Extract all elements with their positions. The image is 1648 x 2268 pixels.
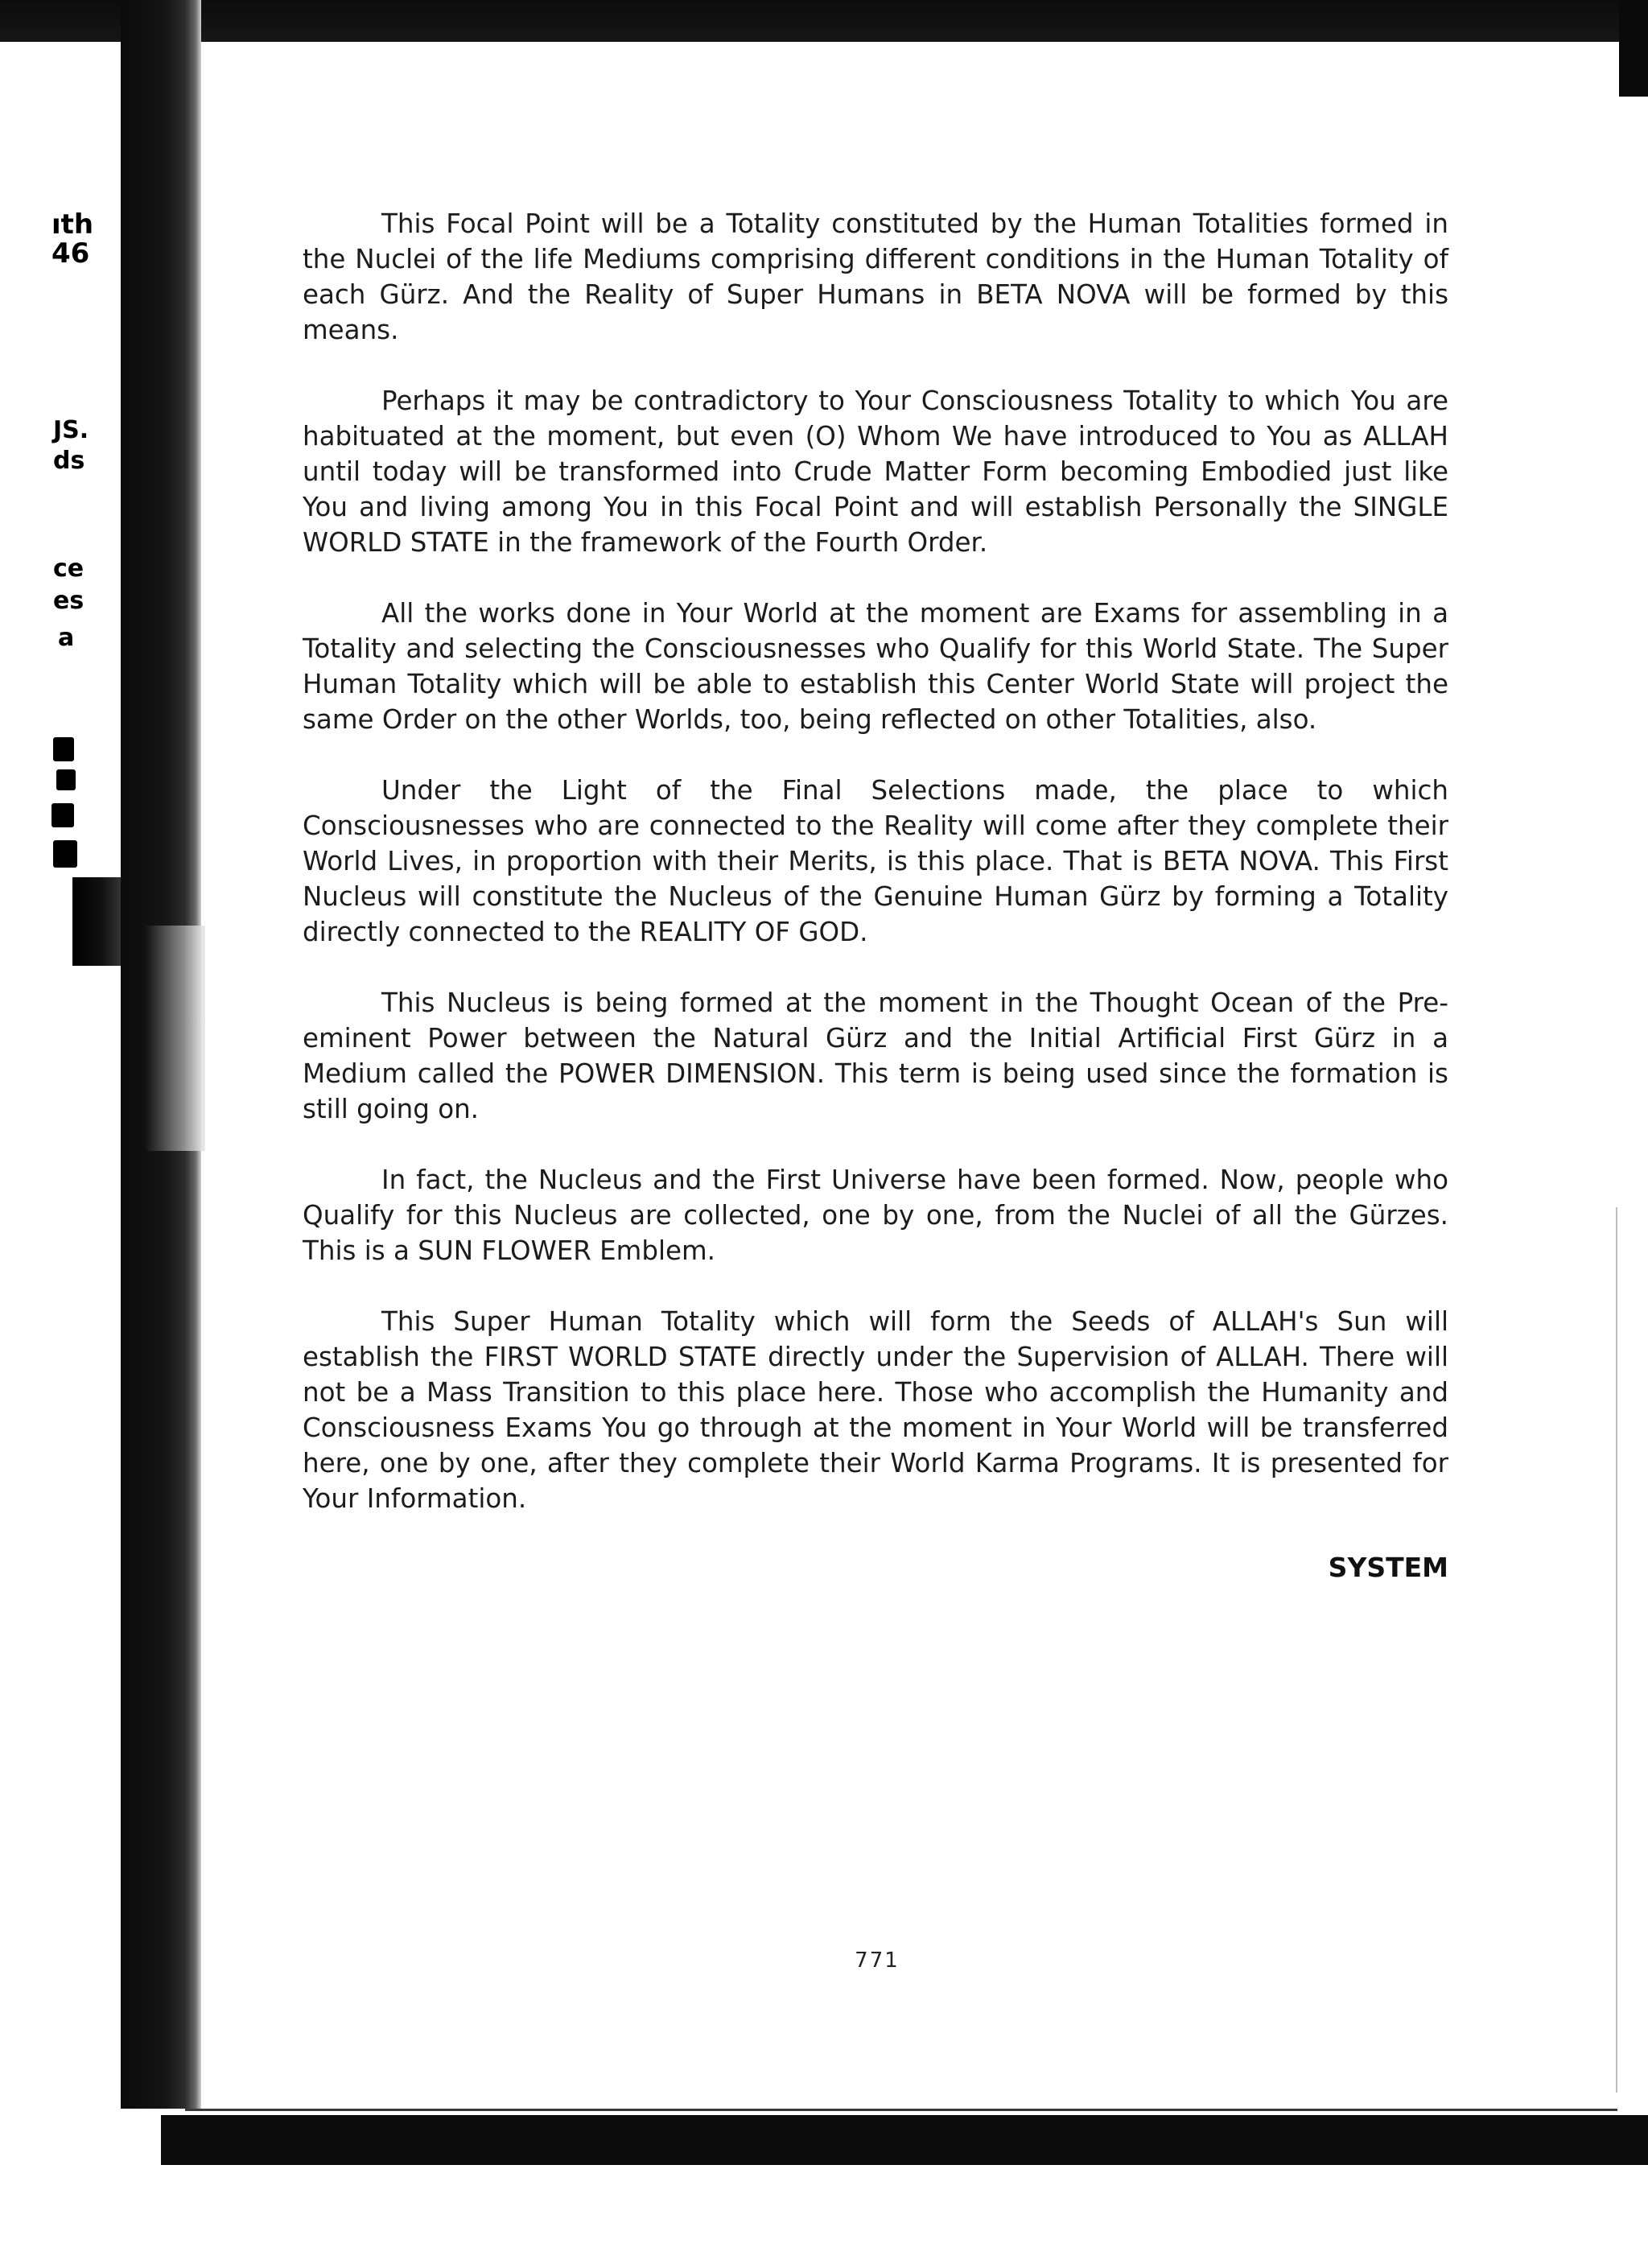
margin-fragment: a xyxy=(58,624,75,652)
margin-ink-smear xyxy=(72,877,121,966)
margin-fragment: 46 xyxy=(52,237,90,270)
paragraph: Under the Light of the Final Selections made, the place to which Consciousnesses who are connected to the Reality will come after they complete their World Lives, in proportion with their Merits, is this place. That is BETA NOVA. This First Nucleus will constitute the Nucleus of the Genuine Human Gürz by forming a Totality directly connected to the REALITY OF GOD. xyxy=(303,775,1448,947)
page-body xyxy=(303,206,1448,1552)
scan-binding-highlight xyxy=(145,926,205,1151)
paragraph: Perhaps it may be contradictory to Your Consciousness Totality to which You are habituated at the moment, but even (O) Whom We have introduced to You as ALLAH until today will be transformed into Crude Matter Form becoming Embodied just like You and living among You in this Focal Point and will establish Personally the SINGLE WORLD STATE in the framework of the Fourth Order. xyxy=(303,386,1448,558)
paragraph: In fact, the Nucleus and the First Universe have been formed. Now, people who Qualify for this Nucleus are collected, one by one, from the Nuclei of all the Gürzes. This is a SUN FLOWER Emblem. xyxy=(303,1165,1448,1266)
paragraph: This Focal Point will be a Totality constituted by the Human Totalities formed in the Nuclei of the life Mediums comprising different conditions in the Human Totality of each Gürz. And the Reality of Super Humans in BETA NOVA will be formed by this means. xyxy=(303,208,1448,345)
scan-bottom-edge-line xyxy=(185,2109,1617,2111)
page-number: 771 xyxy=(855,1948,900,1973)
margin-fragment: ce xyxy=(53,555,84,583)
margin-fragment: ıth xyxy=(52,208,94,241)
margin-ink-mark xyxy=(53,840,77,868)
scan-bottom-border xyxy=(161,2115,1648,2165)
margin-ink-mark xyxy=(53,737,74,761)
margin-fragment: ds xyxy=(53,447,85,475)
paragraph: This Nucleus is being formed at the moment in the Thought Ocean of the Pre-eminent Power between the Natural Gürz and the Initial Artificial First Gürz in a Medium called the POWER DIMENSION. This term is being used since the formation is still going on. xyxy=(303,988,1448,1124)
scan-bottom-paper xyxy=(161,2165,1648,2268)
scan-right-edge xyxy=(1616,1207,1617,2093)
margin-fragment: es xyxy=(53,587,84,615)
margin-ink-mark xyxy=(56,769,76,790)
signature: SYSTEM xyxy=(1328,1552,1448,1583)
paragraph: All the works done in Your World at the moment are Exams for assembling in a Totality and selecting the Consciousnesses who Qualify for this World State. The Super Human Totality which will be able to establish this Center World State will project the same Order on the other Worlds, too, being reflected on other Totalities, also. xyxy=(303,598,1448,735)
paragraph: This Super Human Totality which will form the Seeds of ALLAH's Sun will establish the FIRST WORLD STATE directly under the Supervision of ALLAH. There will not be a Mass Transition to this place here. Those who accomplish the Humanity and Consciousness Exams You go through at the moment in Your World will be transferred here, one by one, after they complete their World Karma Programs. It is presented for Your Information. xyxy=(303,1306,1448,1514)
margin-fragment: JS. xyxy=(53,416,89,444)
scan-top-right-corner xyxy=(1619,0,1648,97)
margin-ink-mark xyxy=(52,803,74,827)
scan-top-border xyxy=(0,0,1648,42)
